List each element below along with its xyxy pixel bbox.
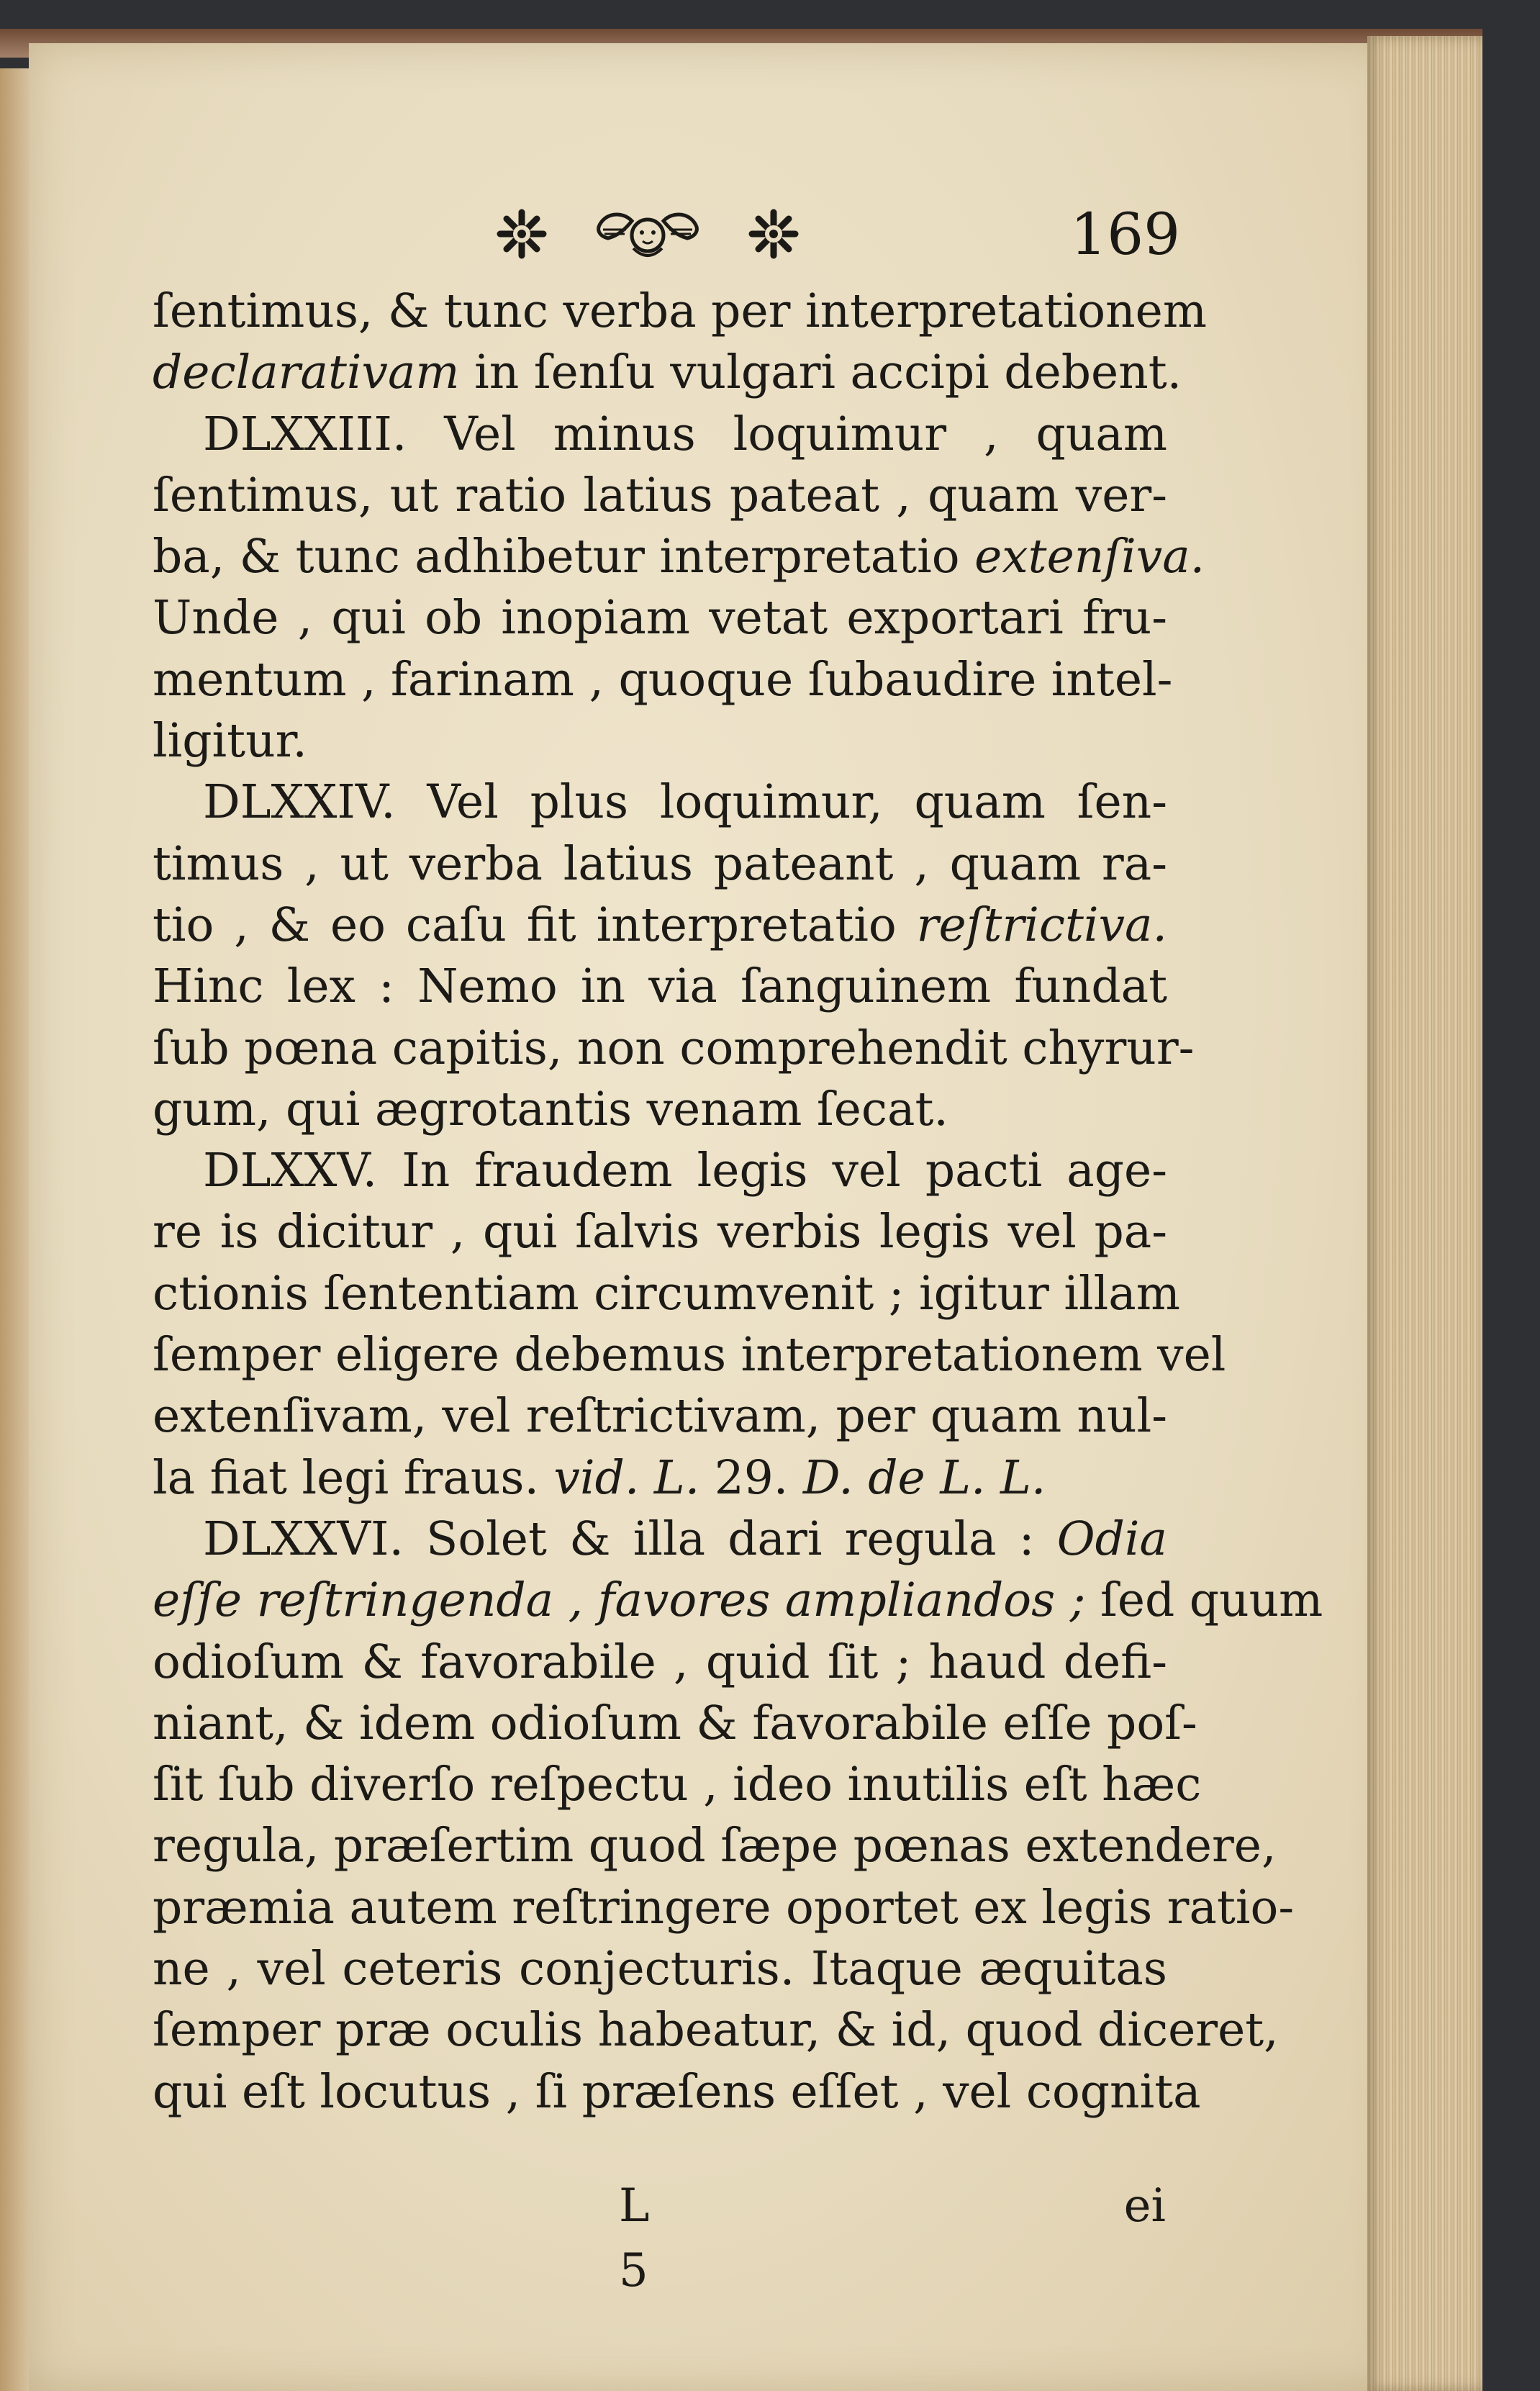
text-segment: Odia: [1056, 1511, 1167, 1566]
text-segment: Unde , qui ob inopiam vetat exportari fru-: [153, 591, 1167, 646]
text-line: [153, 526, 1205, 587]
text-line: [153, 1938, 1167, 1999]
asterisk-ornament-icon: [752, 212, 795, 256]
text-segment: ligitur.: [153, 714, 307, 769]
text-line: [153, 710, 1167, 772]
text-segment: odioſum & favorabile , quid ſit ; haud defi-: [153, 1635, 1167, 1689]
text-line: [153, 465, 1167, 526]
text-line: [153, 1877, 1295, 1938]
page-number: 169: [1070, 201, 1180, 268]
text-line: [153, 1447, 1167, 1509]
page-block-edge: [1367, 36, 1482, 2391]
angel-head-ornament-icon: [489, 202, 806, 266]
asterisk-ornament-icon: [500, 212, 543, 256]
text-line: [153, 1079, 1167, 1140]
text-segment: declarativam: [153, 345, 460, 400]
text-line: [153, 1018, 1195, 1079]
text-segment: niant, & idem odioſum & favorabile eſſe poſ-: [153, 1696, 1197, 1750]
text-segment: qui eſt locutus , ſi præſens eſſet , vel cognita: [153, 2064, 1201, 2119]
text-line: [153, 404, 1167, 465]
text-segment: ſub pœna capitis, non comprehendit chyrur-: [153, 1021, 1195, 1075]
text-segment: ſemper præ oculis habeatur, & id, quod diceret,: [153, 2003, 1279, 2058]
text-segment: ſemper eligere debemus interpretationem vel: [153, 1328, 1226, 1383]
text-line: [153, 1140, 1167, 1201]
text-line: [153, 895, 1167, 956]
angel-head-icon: [599, 214, 697, 256]
text-segment: DLXXV. In fraudem legis vel pacti age-: [203, 1144, 1167, 1198]
text-line: [153, 2061, 1201, 2123]
text-segment: D. de L. L.: [802, 1450, 1046, 1505]
text-line: [153, 587, 1167, 648]
text-segment: ne , vel ceteris conjecturis. Itaque æquitas: [153, 1942, 1167, 1997]
text-segment: DLXXIII. Vel minus loquimur , quam: [203, 407, 1167, 461]
text-segment: in ſenſu vulgari accipi debent.: [459, 345, 1182, 400]
text-segment: DLXXVI. Solet & illa dari regula :: [203, 1511, 1057, 1566]
text-line: [153, 1815, 1277, 1876]
text-segment: extenſiva.: [974, 530, 1205, 584]
text-segment: ba, & tunc adhibetur interpretatio: [153, 530, 975, 584]
text-segment: ſentimus, ut ratio latius pateat , quam ver-: [153, 468, 1167, 523]
running-header: [489, 194, 1180, 274]
text-line: [153, 1509, 1167, 1570]
text-segment: ſed quum: [1085, 1573, 1323, 1628]
text-segment: re is dicitur , qui ſalvis verbis legis vel pa-: [153, 1205, 1167, 1260]
text-segment: timus , ut verba latius pateant , quam ra-: [153, 836, 1167, 891]
text-segment: præmia autem reſtringere oportet ex legis ratio-: [153, 1880, 1295, 1935]
text-line: [153, 1570, 1323, 1631]
text-line: [153, 1693, 1197, 1754]
text-segment: mentum , farinam , quoque ſubaudire intel-: [153, 652, 1173, 707]
text-segment: extenſivam, vel reſtrictivam, per quam nul-: [153, 1389, 1167, 1444]
text-segment: tio , & eo caſu fit interpretatio: [153, 898, 917, 952]
text-segment: gum, qui ægrotantis venam ſecat.: [153, 1082, 948, 1136]
text-line: [153, 1263, 1180, 1324]
text-segment: DLXXIV. Vel plus loquimur, quam ſen-: [203, 775, 1167, 830]
text-line: [153, 1386, 1167, 1447]
text-segment: ſentimus, & tunc verba per interpretationem: [153, 284, 1207, 338]
text-line: [153, 281, 1207, 342]
signature-mark: L 5: [619, 2179, 660, 2297]
text-segment: ſit ſub diverſo reſpectu , ideo inutilis eſt hæc: [153, 1758, 1202, 1812]
text-segment: la fiat legi fraus.: [153, 1450, 554, 1505]
text-line: [153, 1324, 1226, 1386]
text-line: [153, 1999, 1279, 2061]
text-line: [153, 956, 1167, 1017]
text-line: [153, 772, 1167, 833]
text-line: [153, 342, 1182, 403]
catchword: ei: [1123, 2179, 1166, 2233]
text-segment: regula, præſertim quod ſæpe pœnas extendere,: [153, 1819, 1277, 1874]
text-segment: ctionis ſententiam circumvenit ; igitur illam: [153, 1266, 1180, 1321]
text-line: [153, 833, 1167, 895]
text-segment: vid. L.: [553, 1450, 700, 1505]
text-line: [153, 1754, 1202, 1815]
text-segment: Hinc lex : Nemo in via ſanguinem fundat: [153, 959, 1167, 1014]
text-line: [153, 1201, 1167, 1262]
text-line: [153, 649, 1173, 710]
text-line: [153, 1632, 1167, 1693]
text-segment: eſſe reſtringenda , favores ampliandos ;: [153, 1573, 1086, 1628]
text-segment: 29.: [699, 1450, 803, 1505]
body-text: [153, 281, 1323, 2123]
text-segment: reſtrictiva.: [916, 898, 1167, 952]
